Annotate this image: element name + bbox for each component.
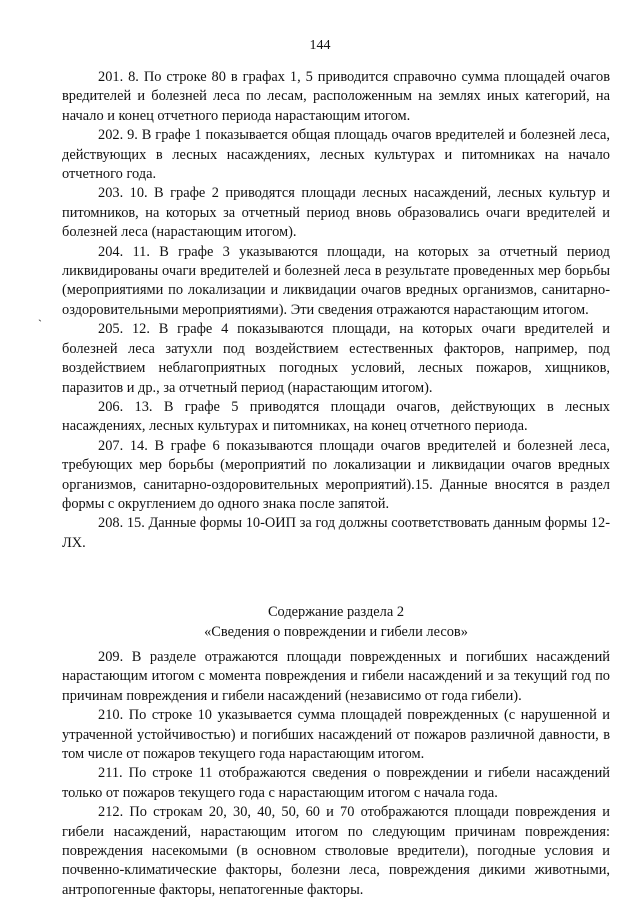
page-number: 144 (309, 38, 331, 53)
paragraph-202: 202. 9. В графе 1 показывается общая площадь очагов вредителей и болезней леса, действующих в лесных насаждениях, лесных культурах и питомниках на начало отчетного года. (62, 127, 610, 183)
paragraph-210: 210. По строке 10 указывается сумма площадей поврежденных (с нарушенной и утраченной устойчивостью) и погибших насаждений от пожаров различной давности, в том числе от пожаров текущего года нарастающим итогом. (62, 707, 610, 762)
paragraph-205: 205. 12. В графе 4 показываются площади, на которых очаги вредителей и болезней леса затухли под воздействием естественных факторов, например, под воздействием неблагоприятных погодных условий, лесных пожаров, хищников, паразитов и др., за отчетный период (нарастающим итогом). (62, 321, 610, 396)
paragraph-209: 209. В разделе отражаются площади поврежденных и погибших насаждений нарастающим итогом с момента повреждения и гибели насаждений и за текущий год по причинам повреждения и гибели насаждений (независимо от года гибели). (62, 648, 610, 704)
paragraph-207: 207. 14. В графе 6 показываются площади очагов вредителей и болезней леса, требующих мер борьбы (мероприятий по локализации и ликвидации очагов вредных организмов, санитарно-оздоровительных мероприятий).15. Данные вносятся в раздел формы с округлением до одного знака после запятой. (62, 437, 610, 512)
paragraph-203: 203. 10. В графе 2 приводятся площади лесных насаждений, лесных культур и питомников, на которых за отчетный период вновь образовались очаги вредителей и болезней леса (нарастающим итогом). (62, 185, 610, 241)
section-heading (62, 603, 610, 642)
paragraph-211: 211. По строке 11 отображаются сведения о повреждении и гибели насаждений только от пожаров текущего года с нарастающим итогом с начала года. (62, 765, 610, 801)
section-heading-line2: «Сведения о повреждении и гибели лесов» (204, 623, 468, 640)
stray-mark: ` (38, 317, 42, 331)
paragraph-201: 201. 8. По строке 80 в графах 1, 5 приводится справочно сумма площадей очагов вредителей и болезней леса по лесам, расположенным на землях иных категорий, на начало и конец отчетного периода нарастающим итогом. (62, 69, 610, 124)
paragraph-208: 208. 15. Данные формы 10-ОИП за год должны соответствовать данным формы 12-ЛХ. (62, 515, 610, 551)
paragraph-212: 212. По строкам 20, 30, 40, 50, 60 и 70 отображаются площади повреждения и гибели насаждений, нарастающим итогом по следующим причинам повреждения: повреждения насекомыми (в основном стволовые вредители), погодные условия и почвенно-климатические факторы, болезни леса, повреждения дикими животными, антропогенные факторы, непатогенные факторы. (62, 804, 610, 898)
page-body (62, 68, 610, 900)
section-heading-line1: Содержание раздела 2 (267, 604, 405, 621)
paragraph-206: 206. 13. В графе 5 приводятся площади очагов, действующих в лесных насаждениях, лесных культурах и питомниках, на конец отчетного периода. (62, 398, 610, 435)
paragraph-204: 204. 11. В графе 3 указываются площади, на которых за отчетный период ликвидированы очаги вредителей и болезней леса в результате проведенных мер борьбы (мероприятиями по локализации и ликвидации очагов вредных организмов, санитарно-оздоровительными мероприятиями). Эти сведения отражаются нарастающим итогом. (62, 243, 610, 318)
